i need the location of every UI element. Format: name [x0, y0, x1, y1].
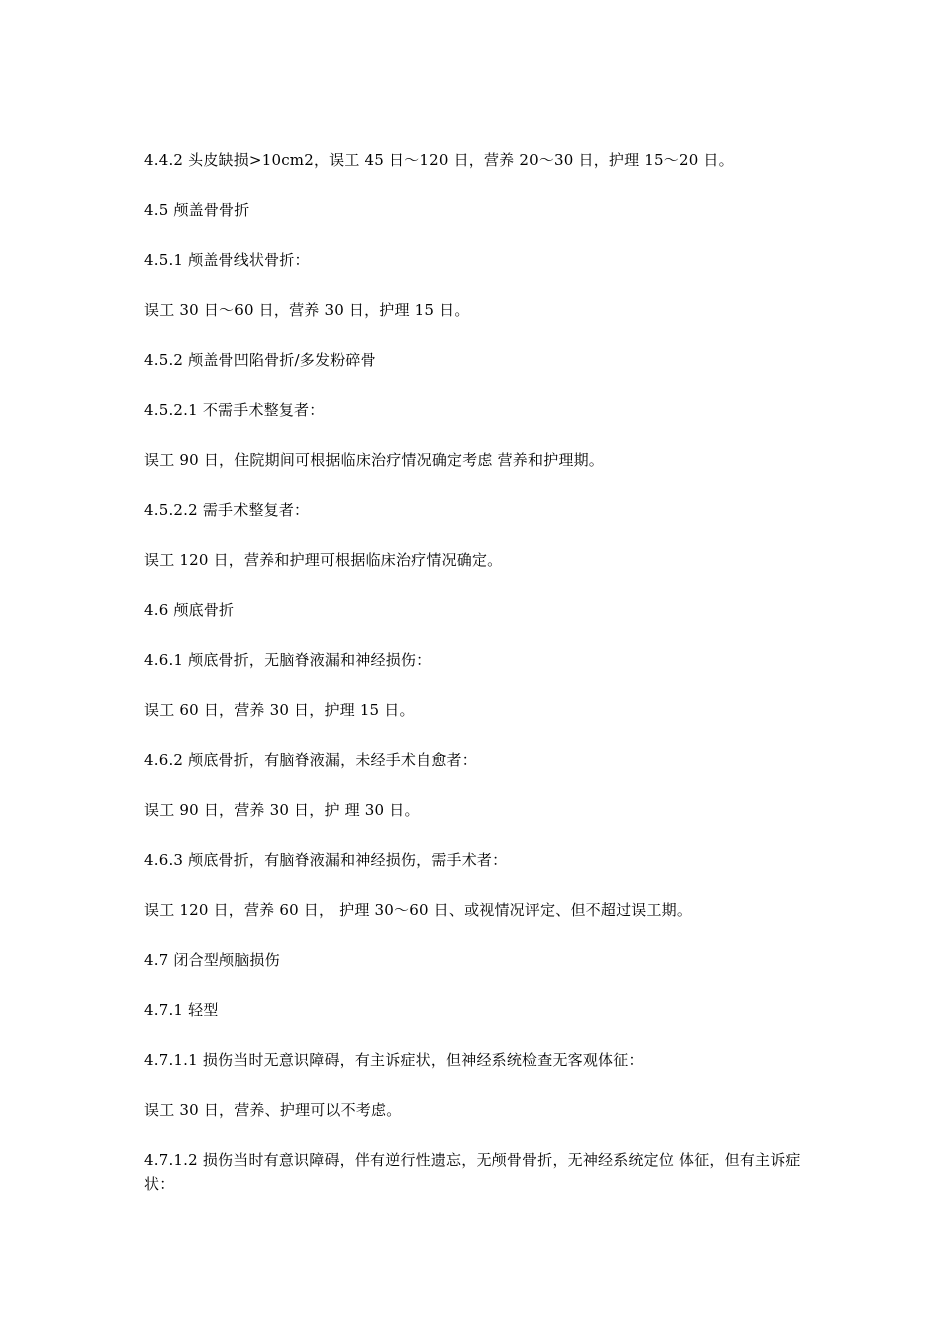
heading-4-7: 4.7 闭合型颅脑损伤 [144, 951, 280, 969]
paragraph-4-7-1-1-detail: 误工 30 日，营养、护理可以不考虑。 [144, 1101, 402, 1119]
paragraph-4-5-1-detail: 误工 30 日～60 日，营养 30 日，护理 15 日。 [144, 301, 470, 319]
heading-4-6: 4.6 颅底骨折 [144, 601, 235, 619]
paragraph-4-4-2: 4.4.2 头皮缺损>10cm2，误工 45 日～120 日，营养 20～30 日，护理 15～20 日。 [144, 151, 734, 169]
paragraph-4-5-2-2-detail: 误工 120 日，营养和护理可根据临床治疗情况确定。 [144, 551, 503, 569]
heading-4-5-2-1: 4.5.2.1 不需手术整复者： [144, 401, 325, 419]
heading-4-6-2: 4.6.2 颅底骨折，有脑脊液漏，未经手术自愈者： [144, 751, 477, 769]
paragraph-4-6-2-detail: 误工 90 日，营养 30 日，护 理 30 日。 [144, 801, 420, 819]
heading-4-5-1: 4.5.1 颅盖骨线状骨折： [144, 251, 310, 269]
heading-4-6-3: 4.6.3 颅底骨折，有脑脊液漏和神经损伤，需手术者： [144, 851, 508, 869]
heading-4-6-1: 4.6.1 颅底骨折，无脑脊液漏和神经损伤： [144, 651, 432, 669]
paragraph-4-6-1-detail: 误工 60 日，营养 30 日，护理 15 日。 [144, 701, 415, 719]
heading-4-7-1-1: 4.7.1.1 损伤当时无意识障碍，有主诉症状，但神经系统检查无客观体征： [144, 1051, 644, 1069]
paragraph-4-6-3-detail: 误工 120 日，营养 60 日， 护理 30～60 日、或视情况评定、但不超过误工期。 [144, 901, 693, 919]
heading-4-5-2-2: 4.5.2.2 需手术整复者： [144, 501, 310, 519]
heading-4-5-2: 4.5.2 颅盖骨凹陷骨折/多发粉碎骨 [144, 351, 376, 369]
document-body [144, 148, 816, 1222]
heading-4-7-1: 4.7.1 轻型 [144, 1001, 219, 1019]
paragraph-4-5-2-1-detail: 误工 90 日，住院期间可根据临床治疗情况确定考虑 营养和护理期。 [144, 451, 604, 469]
heading-4-7-1-2: 4.7.1.2 损伤当时有意识障碍，伴有逆行性遗忘，无颅骨骨折，无神经系统定位 体征，但有主诉症状： [144, 1151, 801, 1193]
heading-4-5: 4.5 颅盖骨骨折 [144, 201, 250, 219]
